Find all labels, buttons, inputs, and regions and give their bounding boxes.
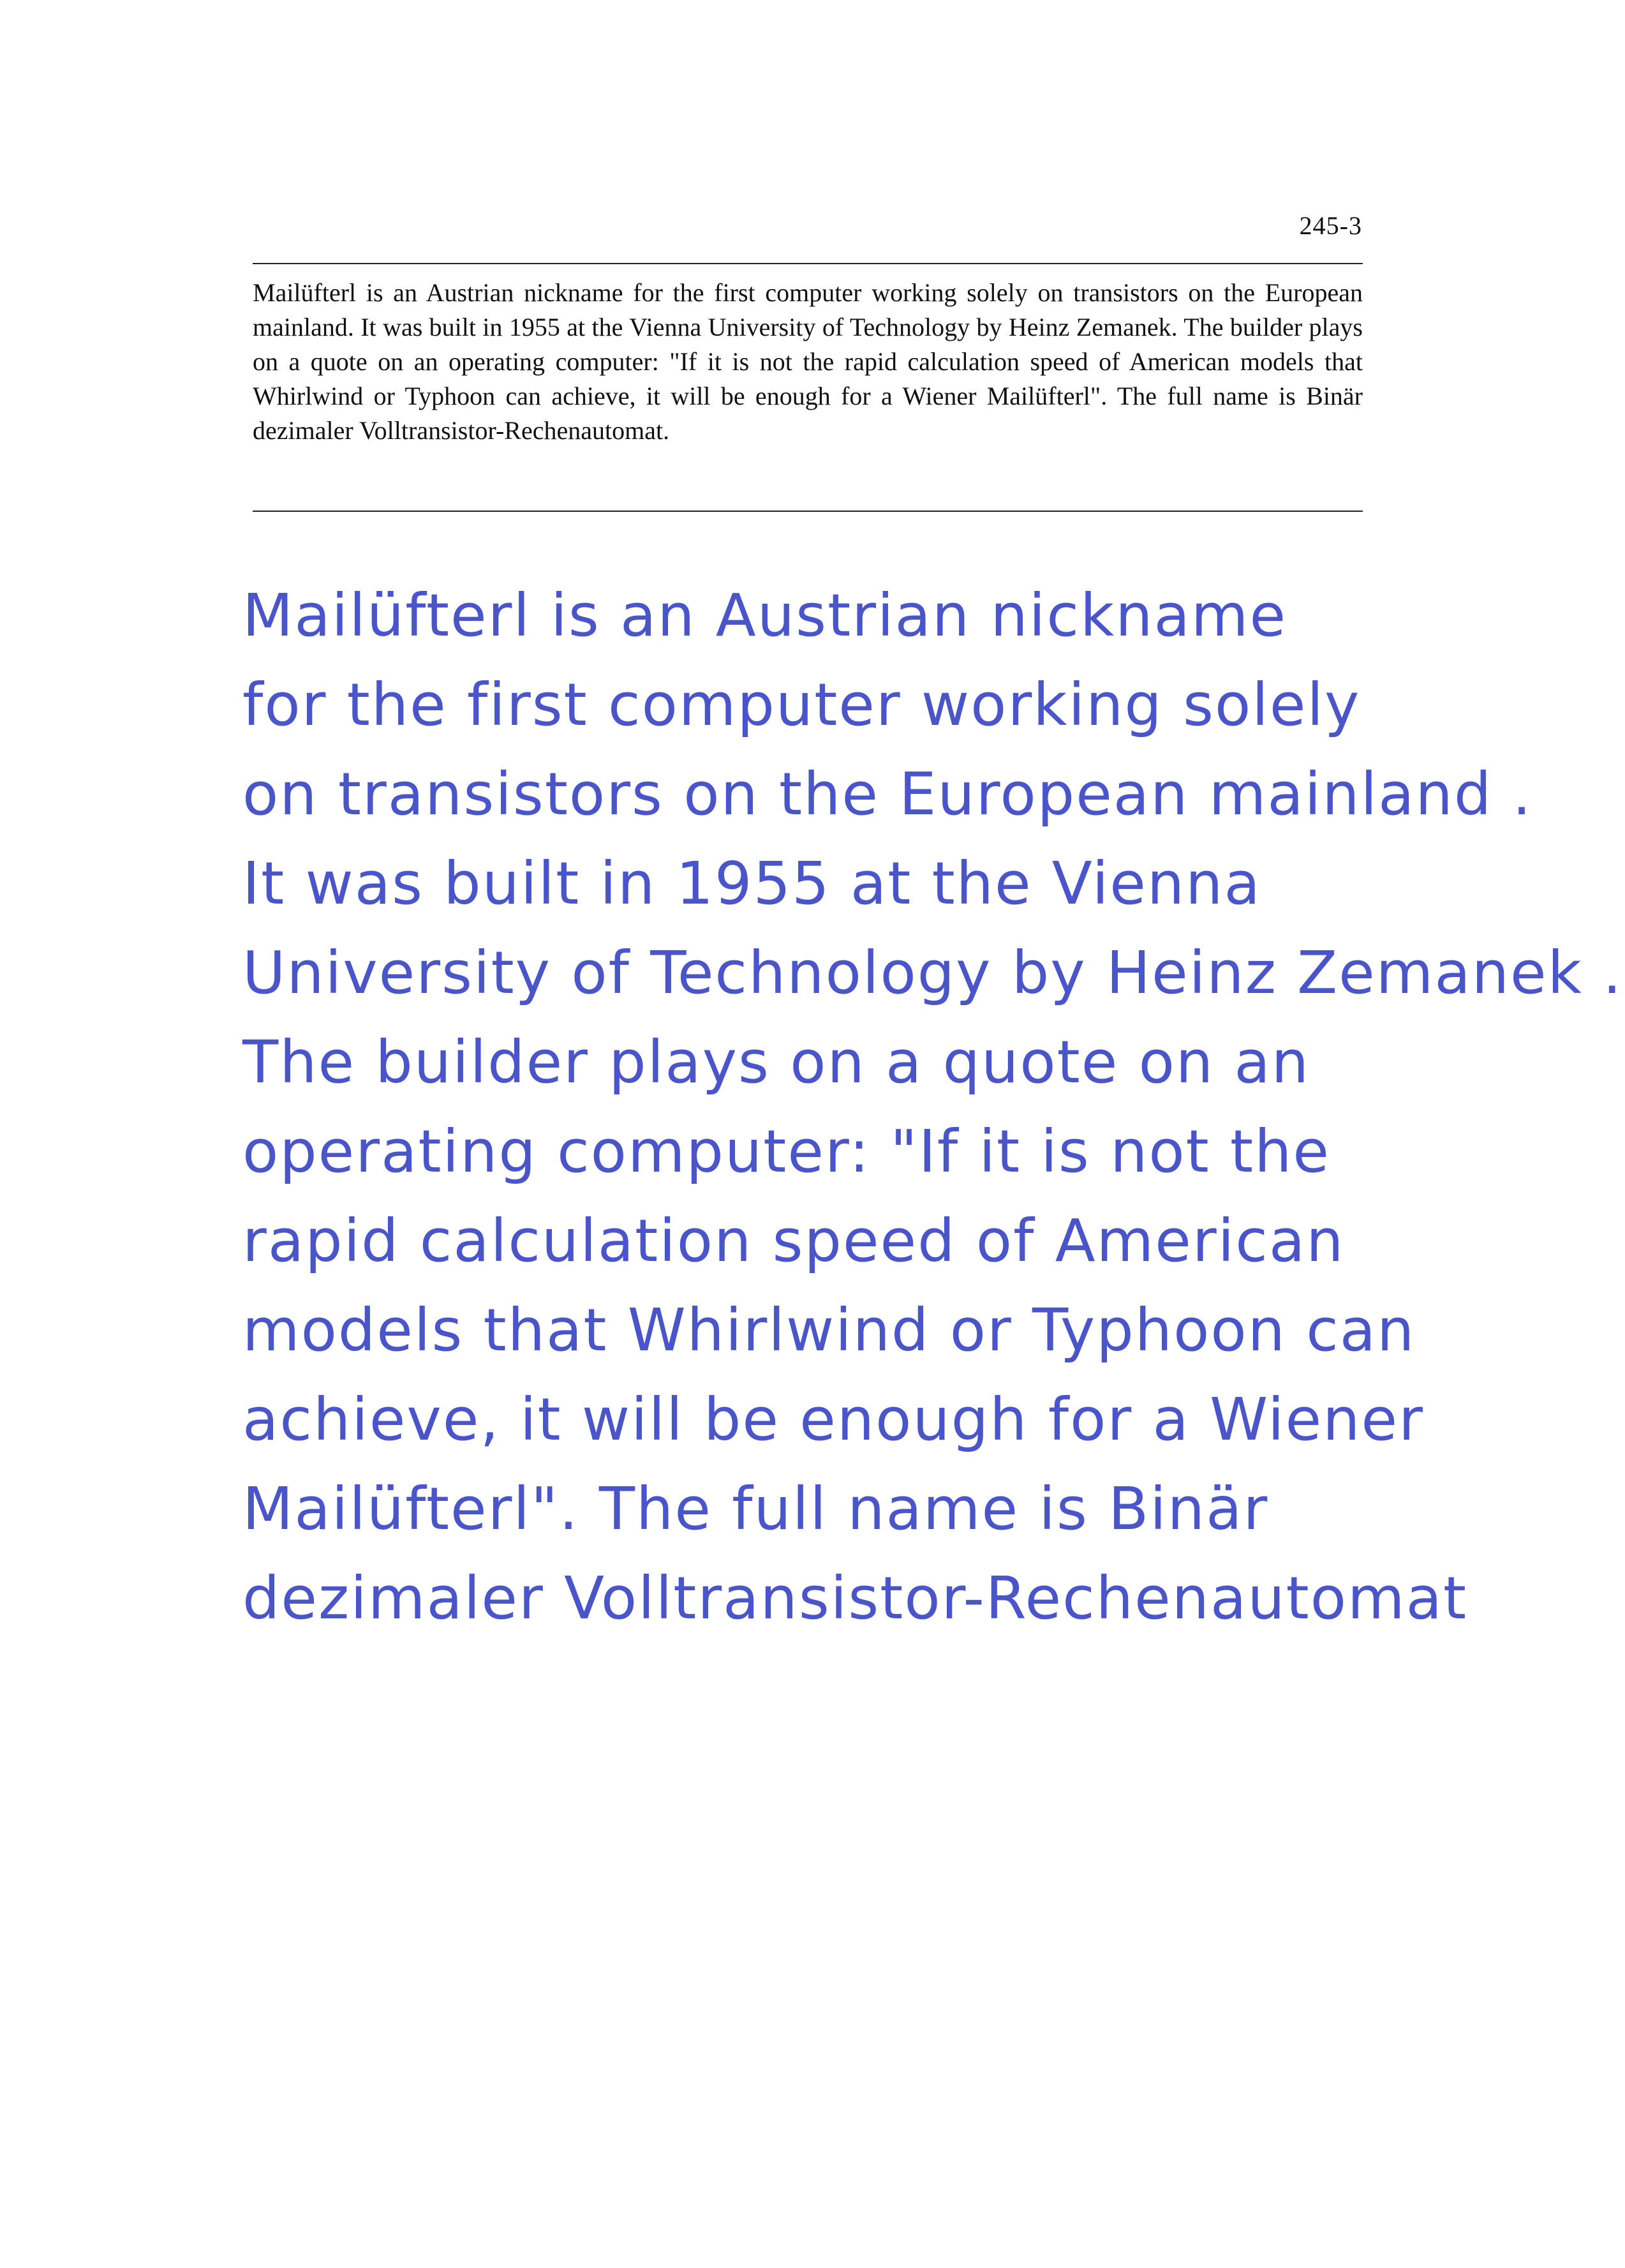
handwritten-text-block [242, 571, 1623, 1643]
top-rule [253, 263, 1363, 264]
handwritten-line: on transistors on the European mainland . [242, 760, 1532, 828]
typed-paragraph: Mailüfterl is an Austrian nickname for the first computer working solely on transistors on the European mainland. It was built in 1955 at the Vienna University of Technology by Heinz Zemanek. The builder plays on a quote on an operating computer: "If it is not the rapid calculation speed of American models that Whirlwind or Typhoon can achieve, it will be enough for a Wiener Mailüfterl". The full name is Binär dezimaler Volltransistor-Rechenautomat. [253, 278, 1363, 445]
page-id: 245-3 [1299, 211, 1362, 240]
handwritten-line: The builder plays on a quote on an [242, 1028, 1310, 1096]
handwritten-line: It was built in 1955 at the Vienna [242, 849, 1261, 918]
handwritten-line: rapid calculation speed of American [242, 1207, 1345, 1275]
handwritten-line: achieve, it will be enough for a Wiener [242, 1385, 1424, 1454]
handwritten-line: Mailüfterl". The full name is Binär [242, 1475, 1269, 1543]
handwritten-line: Mailüfterl is an Austrian nickname [242, 581, 1287, 650]
bottom-rule [253, 511, 1363, 512]
handwritten-line: dezimaler Volltransistor-Rechenautomat [242, 1564, 1468, 1632]
handwritten-line: models that Whirlwind or Typhoon can [242, 1296, 1416, 1364]
handwritten-line: for the first computer working solely [242, 671, 1361, 739]
handwritten-line: University of Technology by Heinz Zemanek . [242, 939, 1623, 1007]
handwritten-line: operating computer: "If it is not the [242, 1117, 1330, 1186]
